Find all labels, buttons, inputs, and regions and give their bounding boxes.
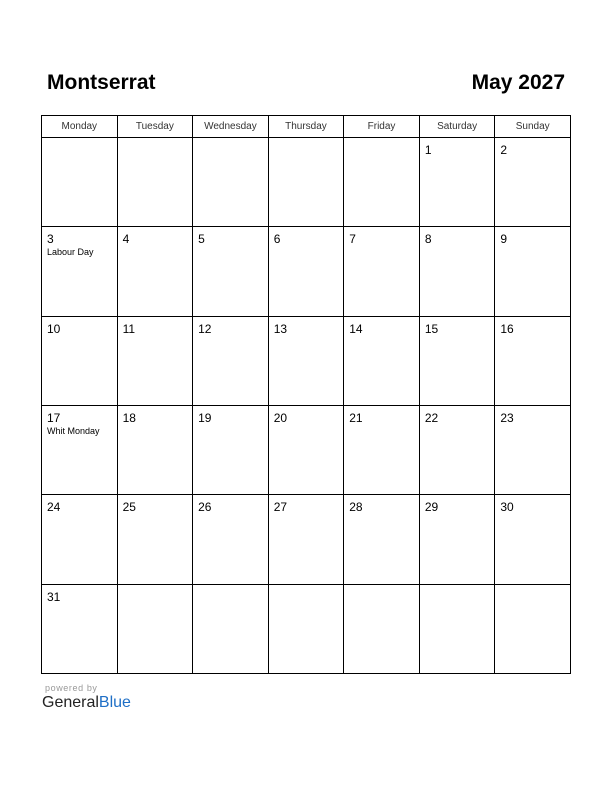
day-cell [193,495,269,584]
day-cell [42,227,118,316]
day-cell [268,405,344,494]
country-title: Montserrat [47,71,156,94]
day-cell [42,405,118,494]
day-number: 5 [198,232,205,247]
weekday-header: Sunday [495,116,571,138]
logo-general-text: General [42,694,99,711]
day-cell [117,316,193,405]
day-number: 7 [349,232,356,247]
day-cell [268,316,344,405]
weekday-header: Friday [344,116,420,138]
weekday-header: Thursday [268,116,344,138]
weekday-header: Saturday [419,116,495,138]
day-cell [268,584,344,673]
day-number: 8 [424,232,432,247]
week-row [42,584,571,673]
day-cell [193,584,269,673]
day-cell [117,584,193,673]
day-cell [419,316,495,405]
day-number: 15 [424,321,439,336]
week-row [42,495,571,584]
day-cell [344,316,420,405]
day-cell [495,405,571,494]
day-number: 30 [500,500,514,515]
day-cell [193,316,269,405]
day-cell [419,405,495,494]
day-cell [419,584,495,673]
weekday-header: Monday [42,116,118,138]
holiday-label: Labour Day [47,247,94,258]
week-row [42,227,571,316]
day-number: 18 [122,410,136,425]
day-number: 14 [349,321,363,336]
day-cell [419,495,495,584]
holiday-label: Whit Monday [47,425,100,436]
week-row [42,316,571,405]
day-cell [344,405,420,494]
day-number: 9 [500,232,508,247]
day-number: 31 [47,589,61,604]
day-cell [495,138,571,227]
calendar-grid [41,115,571,674]
weekday-header-row [42,116,571,138]
powered-by-text: powered by [45,683,98,693]
day-cell [117,495,193,584]
day-number: 24 [47,500,61,515]
day-cell [268,138,344,227]
day-number: 4 [122,232,130,247]
day-cell [117,138,193,227]
day-cell [193,227,269,316]
day-number: 6 [273,232,281,247]
day-cell [117,405,193,494]
day-cell [268,227,344,316]
day-number: 29 [424,500,439,515]
day-cell [344,227,420,316]
day-cell [193,138,269,227]
day-cell [495,495,571,584]
day-cell [42,138,118,227]
day-number: 21 [349,410,363,425]
day-number: 27 [273,500,288,515]
day-number: 23 [500,410,514,425]
weekday-header: Wednesday [193,116,269,138]
day-cell [42,316,118,405]
day-number: 2 [500,143,508,157]
month-title: May 2027 [471,71,565,94]
day-number: 3 [47,232,54,247]
day-cell [419,227,495,316]
day-cell [42,584,118,673]
day-cell [344,584,420,673]
day-number: 13 [273,321,288,336]
day-cell [344,495,420,584]
day-cell [268,495,344,584]
day-number: 19 [198,410,212,425]
day-cell [495,227,571,316]
day-cell [495,316,571,405]
day-number: 28 [349,500,363,515]
day-number: 1 [424,143,432,157]
day-number: 10 [47,321,61,336]
day-cell [42,495,118,584]
day-number: 12 [198,321,212,336]
week-row [42,405,571,494]
day-cell [344,138,420,227]
day-cell [419,138,495,227]
day-cell [193,405,269,494]
day-number: 22 [424,410,439,425]
day-number: 25 [122,500,136,515]
generalblue-logo [42,694,131,712]
logo-blue-text: Blue [98,694,131,711]
week-row [42,138,571,227]
day-number: 11 [122,321,136,336]
day-cell [117,227,193,316]
day-number: 16 [500,321,514,336]
day-number: 20 [273,410,288,425]
day-number: 26 [198,500,212,515]
day-number: 17 [47,410,61,425]
day-cell [495,584,571,673]
calendar-body [42,138,571,674]
weekday-header: Tuesday [117,116,193,138]
